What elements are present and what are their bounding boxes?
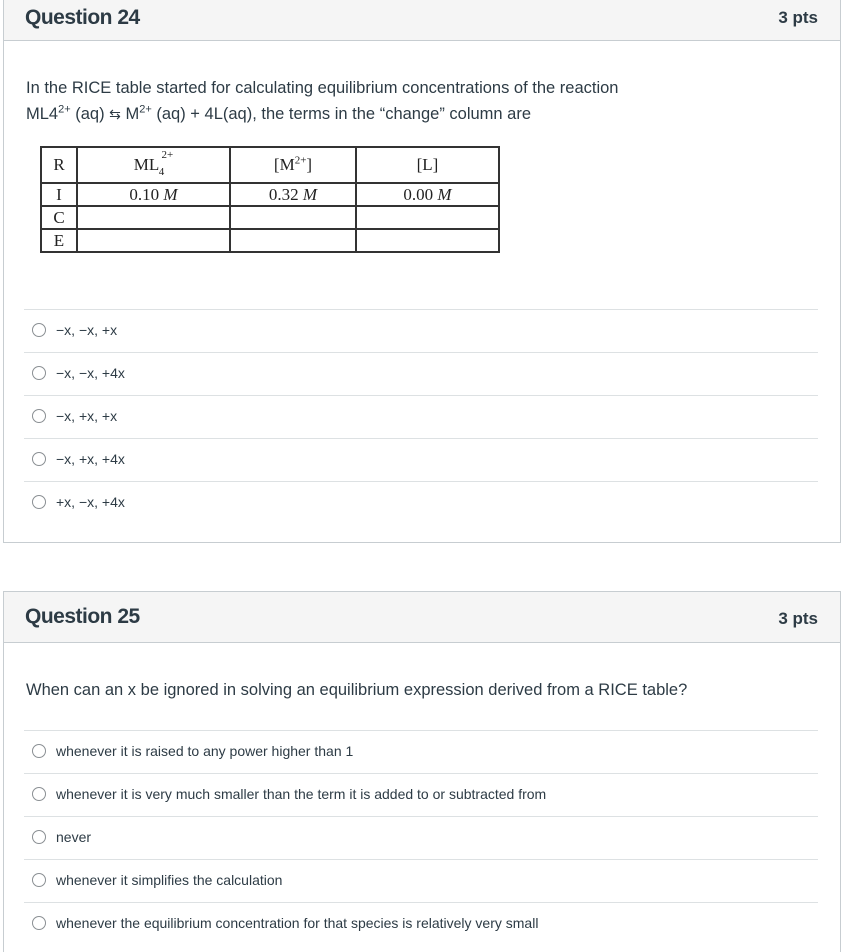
answer-option[interactable] [24,438,818,481]
answer-list [24,309,818,524]
rice-cell [230,229,356,252]
radio-button[interactable] [32,366,46,380]
answer-list [24,730,818,945]
question-header [4,592,840,643]
rice-row-label: R [41,147,77,183]
radio-button[interactable] [32,916,46,930]
question-points: 3 pts [778,8,818,27]
rice-cell [230,206,356,229]
rice-cell [77,229,230,252]
rice-col-l: [L] [356,147,499,183]
question-text-line1: In the RICE table started for calculating equilibrium concentrations of the reaction [26,79,619,97]
rice-col-ml4 [77,147,230,183]
rice-row-label: I [41,183,77,206]
question-24-card [3,0,841,543]
answer-label[interactable]: +x, −x, +4x [56,494,125,510]
eq-rest: (aq) + 4L(aq), the terms in the “change” column are [151,105,532,123]
answer-option[interactable] [24,309,818,352]
answer-option[interactable] [24,816,818,859]
cell-unit: M [163,184,178,204]
cell-unit: M [302,184,318,204]
rice-header-row [41,147,499,183]
rice-cell [77,206,230,229]
m-text: [M [273,155,295,174]
radio-button[interactable] [32,787,46,801]
eq-m: M [120,105,140,123]
question-25-card [3,591,841,952]
rice-cell [77,183,230,206]
answer-label[interactable]: −x, −x, +4x [56,365,125,381]
radio-button[interactable] [32,495,46,509]
question-points: 3 pts [778,609,818,628]
question-text [26,75,619,127]
rice-row-label: E [41,229,77,252]
rice-col-m [230,147,356,183]
question-text: When can an x be ignored in solving an equilibrium expression derived from a RICE table? [26,681,688,699]
answer-label[interactable]: −x, −x, +x [56,322,118,338]
answer-label[interactable]: whenever the equilibrium concentration for that species is relatively very small [56,915,539,931]
answer-option[interactable] [24,859,818,902]
rice-cell [356,229,499,252]
rice-cell [230,183,356,206]
radio-button[interactable] [32,452,46,466]
rice-cell [356,206,499,229]
question-title: Question 25 [25,605,140,628]
radio-button[interactable] [32,830,46,844]
answer-label[interactable]: −x, +x, +x [56,408,118,424]
answer-option[interactable] [24,730,818,773]
question-header [4,0,840,41]
rice-table [40,146,500,253]
radio-button[interactable] [32,323,46,337]
eq-charge-1: 2+ [58,103,71,116]
equilibrium-arrow-icon: ⇆ [109,106,121,122]
answer-option[interactable] [24,773,818,816]
radio-button[interactable] [32,873,46,887]
answer-label[interactable]: −x, +x, +4x [56,451,125,467]
rice-row-label: C [41,206,77,229]
answer-option[interactable] [24,352,818,395]
rice-row-change [41,206,499,229]
cell-value: 0.10 [129,184,164,204]
rice-row-initial [41,183,499,206]
radio-button[interactable] [32,409,46,423]
rice-cell [356,183,499,206]
eq-ml4: ML4 [26,105,59,123]
answer-label[interactable]: whenever it simplifies the calculation [56,872,283,888]
answer-label[interactable]: whenever it is very much smaller than the term it is added to or subtracted from [56,786,547,802]
cell-value: 0.00 [403,184,438,204]
m-bracket: ] [306,155,313,174]
question-title: Question 24 [25,6,140,29]
ml-text: ML [133,155,160,174]
ml-subscript: 4 [158,166,165,178]
ml-charge: 2+ [161,149,174,161]
answer-label[interactable]: never [56,829,92,845]
cell-value: 0.32 [268,184,303,204]
question-text-line2 [26,101,619,127]
eq-charge-2: 2+ [139,103,152,116]
m-charge: 2+ [294,154,307,167]
radio-button[interactable] [32,744,46,758]
rice-row-equilibrium [41,229,499,252]
eq-aq-1: (aq) [70,105,110,123]
answer-option[interactable] [24,481,818,524]
answer-label[interactable]: whenever it is raised to any power higher than 1 [56,743,354,759]
answer-option[interactable] [24,395,818,438]
cell-unit: M [437,184,452,204]
